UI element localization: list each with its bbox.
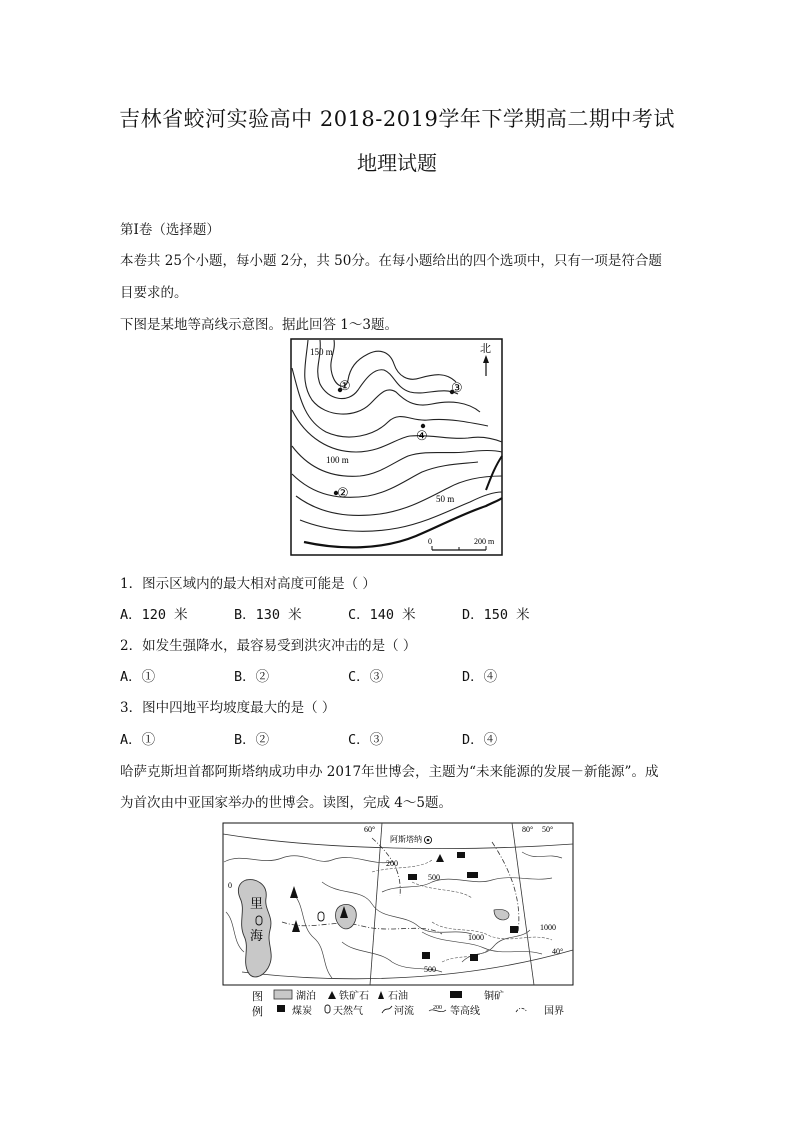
lon-60-label: 60° xyxy=(364,825,376,834)
group2-intro-line-2: 为首次由中亚国家举办的世博会。读图，完成 4～5题。 xyxy=(120,795,452,811)
scale-label-0: 0 xyxy=(428,537,432,546)
q2-option-d: D．④ xyxy=(462,669,498,685)
legend-contour-value: 200 xyxy=(433,1005,442,1011)
q3-option-a: A．① xyxy=(120,732,156,748)
copper-icon xyxy=(408,874,417,880)
copper-legend-icon xyxy=(450,991,462,998)
document-subtitle: 地理试题 xyxy=(357,151,437,175)
point-label-2: ② xyxy=(337,485,349,500)
legend-coal: 煤炭 xyxy=(292,1006,312,1017)
caspian-label-1: 里 xyxy=(250,896,264,911)
q3-option-d: D．④ xyxy=(462,732,498,748)
point-label-4: ④ xyxy=(416,428,428,443)
copper-icon xyxy=(467,872,478,878)
lake-legend-swatch xyxy=(274,990,292,999)
border-legend-icon xyxy=(516,1008,527,1012)
coal-icon xyxy=(422,952,430,959)
contour-label-150: 150 m xyxy=(310,347,333,357)
section-label: 第Ⅰ卷（选择题） xyxy=(120,222,220,238)
contour-value-500-south: 500 xyxy=(424,965,436,974)
q1-option-d: D．150 米 xyxy=(462,607,530,623)
contour-value-1000: 1000 xyxy=(468,933,484,942)
scale-bar xyxy=(432,546,486,550)
question-1-text: 1．图示区域内的最大相对高度可能是（ ） xyxy=(120,576,376,592)
contour-value-1000-east: 1000 xyxy=(540,923,556,932)
scale-label-200m: 200 m xyxy=(474,537,495,546)
legend-river: 河流 xyxy=(394,1006,414,1017)
iron-ore-icon xyxy=(436,854,444,862)
coal-icon xyxy=(510,926,518,933)
q1-option-b: B．130 米 xyxy=(234,607,302,623)
astana-marker-icon xyxy=(424,836,431,843)
astana-label: 阿斯塔纳 xyxy=(390,835,422,844)
oil-icon xyxy=(292,920,300,932)
contour-value-200: 200 xyxy=(386,859,398,868)
oil-legend-icon xyxy=(378,991,384,999)
iron-ore-legend-icon xyxy=(328,991,336,999)
north-label: 北 xyxy=(480,343,491,355)
group1-intro: 下图是某地等高线示意图。据此回答 1～3题。 xyxy=(120,317,398,333)
zero-label: 0 xyxy=(228,881,232,890)
document-title: 吉林省蛟河实验高中 2018-2019学年下学期高二期中考试 xyxy=(119,107,675,131)
q2-option-c: C．③ xyxy=(348,669,384,685)
q2-option-a: A．① xyxy=(120,669,156,685)
contour-label-50: 50 m xyxy=(436,494,455,504)
natural-gas-icon xyxy=(318,912,324,921)
legend-iron-ore: 铁矿石 xyxy=(339,991,369,1002)
legend-title-2: 例 xyxy=(252,1006,263,1018)
coal-icon xyxy=(470,954,478,961)
legend-lake: 湖泊 xyxy=(296,991,316,1002)
group2-intro-line-1: 哈萨克斯坦首都阿斯塔纳成功申办 2017年世博会，主题为“未来能源的发展－新能源”。成 xyxy=(120,764,659,780)
lake-shape xyxy=(494,909,509,919)
river-legend-icon xyxy=(382,1006,392,1013)
legend-border: 国界 xyxy=(544,1006,564,1017)
north-arrow-icon xyxy=(483,355,489,376)
q1-option-c: C．140 米 xyxy=(348,607,416,623)
lat-50-label: 50° xyxy=(542,825,554,834)
lon-80-label: 80° xyxy=(522,825,534,834)
point-label-3: ③ xyxy=(451,380,463,395)
coal-icon xyxy=(457,852,465,858)
q3-option-c: C．③ xyxy=(348,732,384,748)
legend-contour: 等高线 xyxy=(450,1006,480,1017)
caspian-label-2: 海 xyxy=(250,928,264,943)
natural-gas-legend-icon xyxy=(325,1005,330,1013)
contour-label-100: 100 m xyxy=(326,455,349,465)
contour-value-500: 500 xyxy=(428,873,440,882)
coal-legend-icon xyxy=(277,1005,285,1012)
lat-40-label: 40° xyxy=(552,947,564,956)
question-3-text: 3．图中四地平均坡度最大的是（ ） xyxy=(120,700,336,716)
instructions-line-1: 本卷共 25个小题，每小题 2分，共 50分。在每小题给出的四个选项中，只有一项是符合题 xyxy=(120,253,662,269)
q1-option-a: A．120 米 xyxy=(120,607,188,623)
central-asia-map-figure xyxy=(222,822,574,1018)
legend-copper: 铜矿 xyxy=(484,991,504,1002)
contour-map-figure xyxy=(290,338,503,556)
legend-oil: 石油 xyxy=(388,991,408,1002)
q3-option-b: B．② xyxy=(234,732,270,748)
oil-icon xyxy=(290,886,298,898)
question-2-text: 2．如发生强降水，最容易受到洪灾冲击的是（ ） xyxy=(120,638,417,654)
instructions-line-2: 目要求的。 xyxy=(120,285,188,301)
point-label-1: ① xyxy=(339,378,351,393)
legend-title-1: 图 xyxy=(252,991,263,1003)
map-legend xyxy=(252,989,564,1018)
legend-natural-gas: 天然气 xyxy=(333,1006,363,1017)
q2-option-b: B．② xyxy=(234,669,270,685)
